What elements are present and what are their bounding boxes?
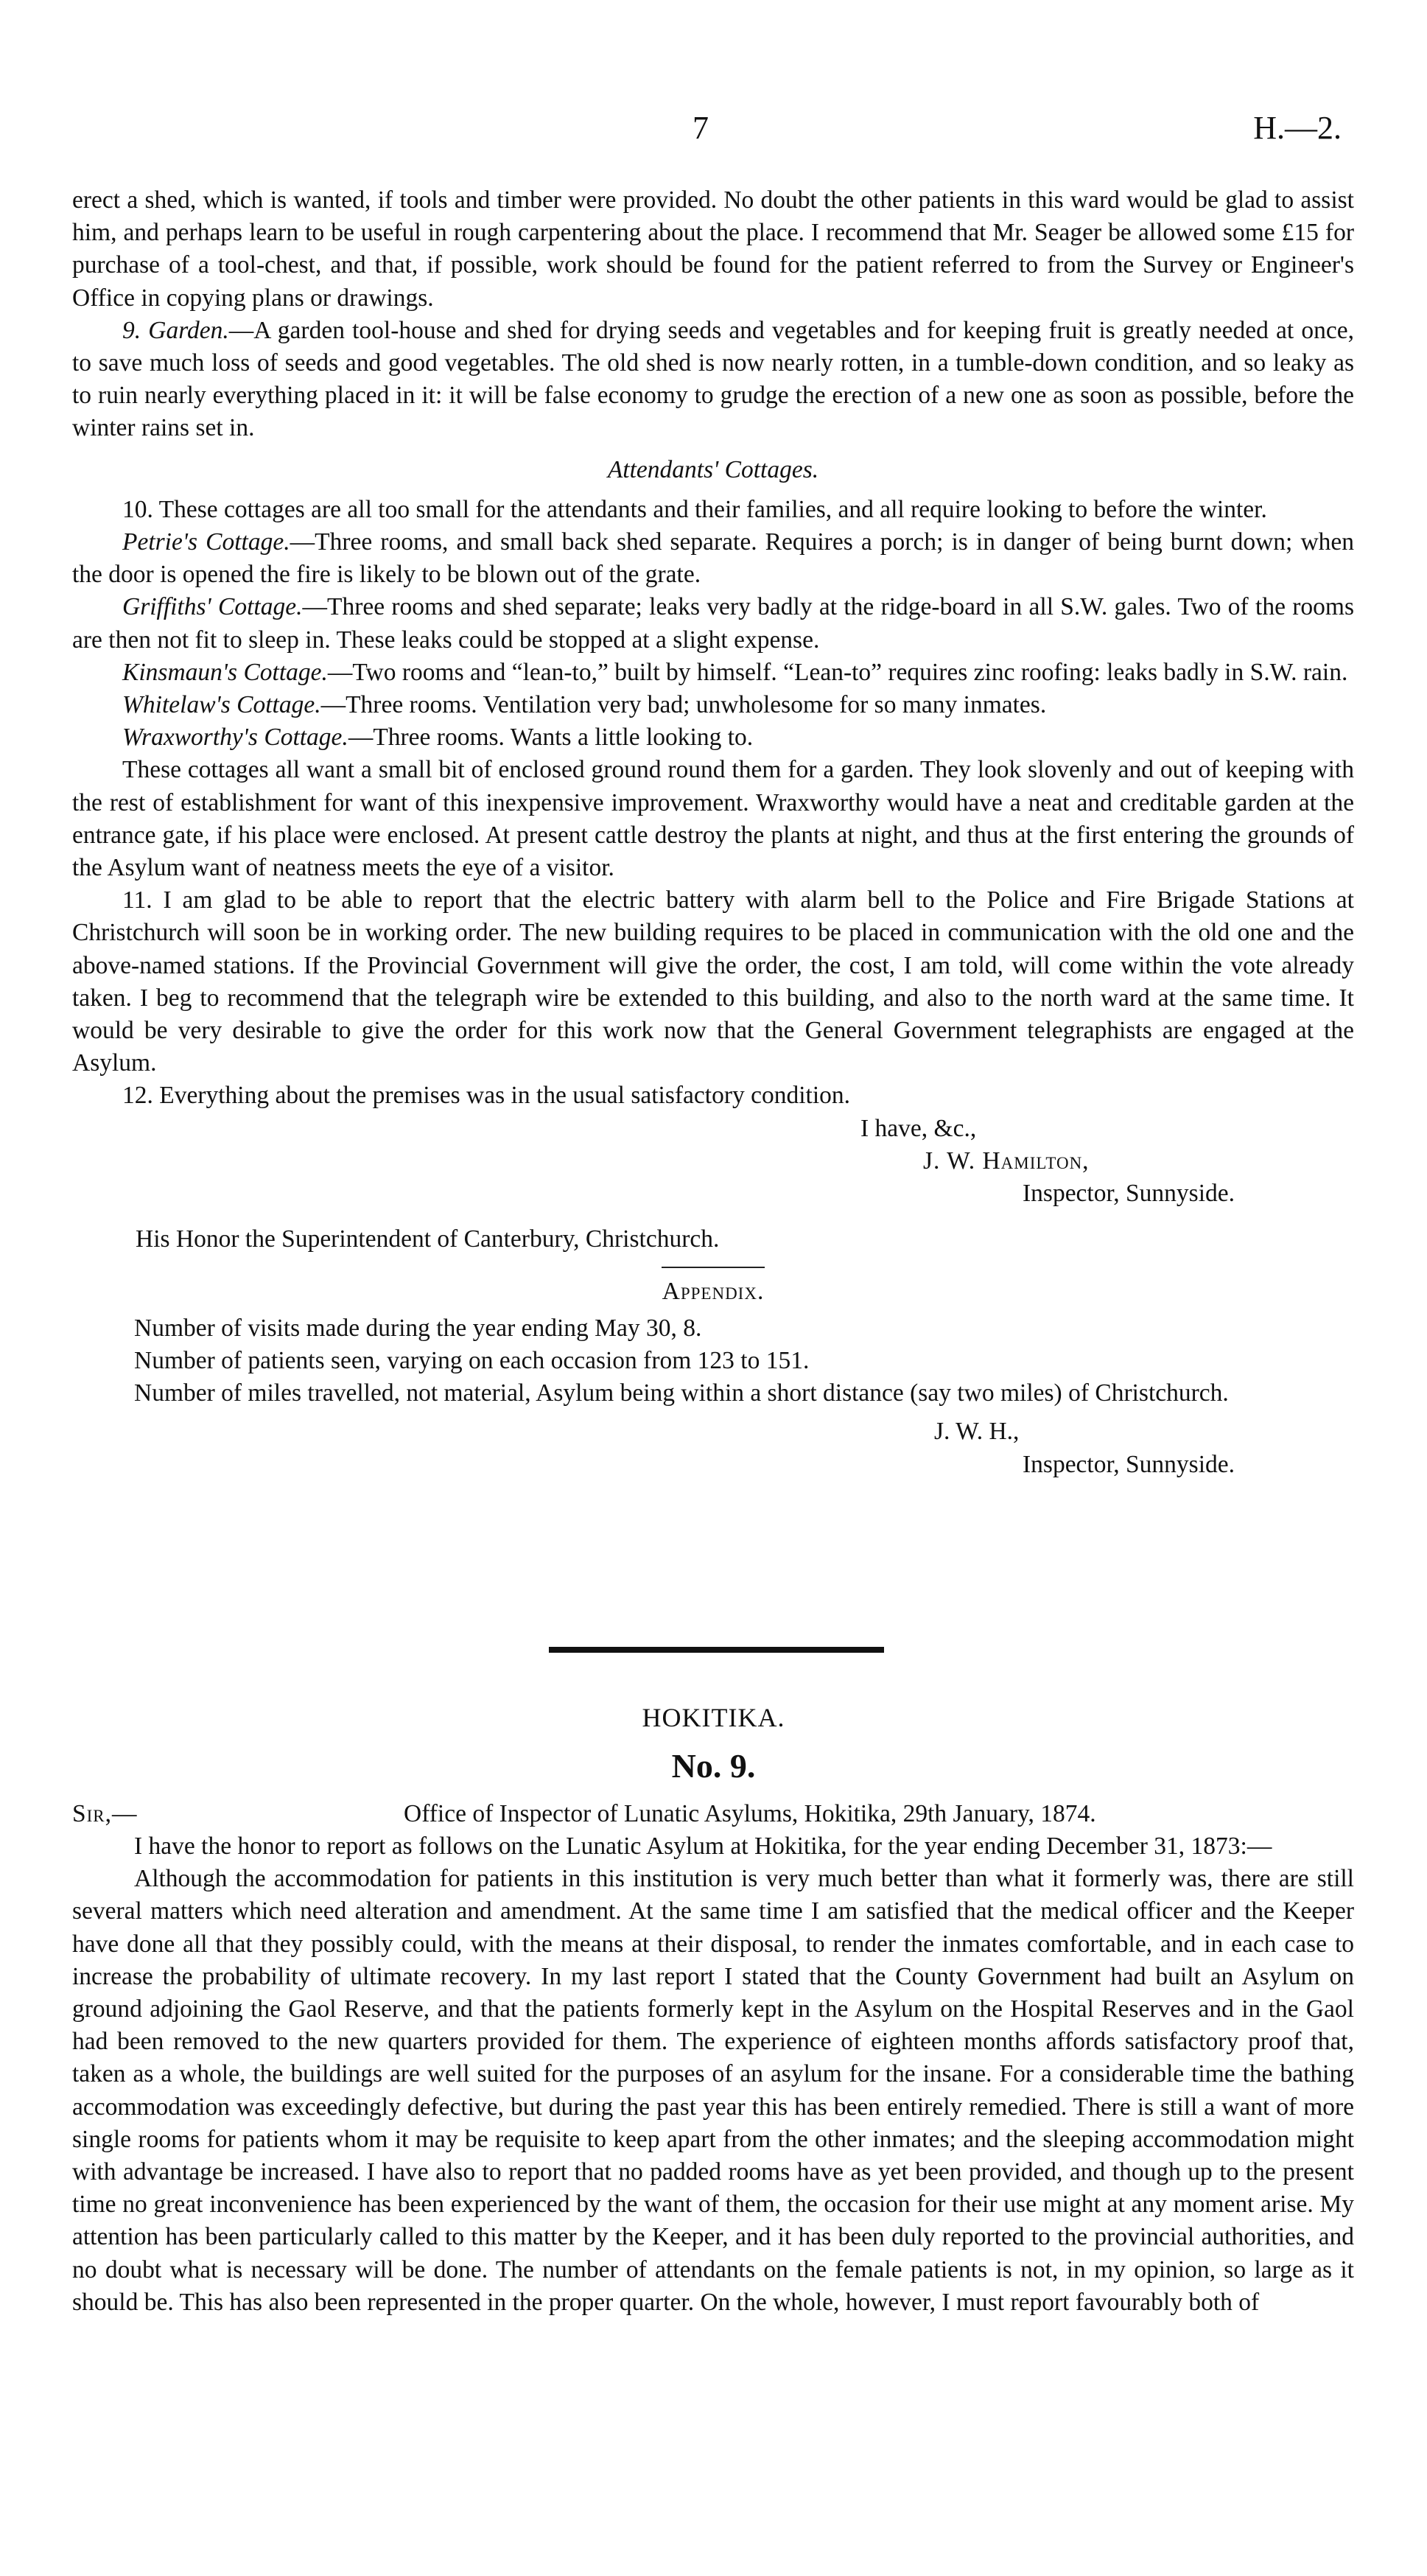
griffiths-cottage <box>72 591 1354 656</box>
appendix-line-3: Number of miles travelled, not material, Asylum being within a short distance (say two miles) of Christchurch. <box>134 1379 1229 1407</box>
kinsmaun-text: —Two rooms and “lean-to,” built by himself. “Lean-to” requires zinc roofing: leaks badly in S.W. rain. <box>327 658 1348 686</box>
hokitika-report <box>72 1798 1354 2319</box>
item-12-paragraph: 12. Everything about the premises was in the usual satisfactory condition. <box>122 1082 851 1110</box>
section-divider <box>549 1647 884 1653</box>
item-9-label: 9. Garden. <box>122 316 229 344</box>
signature-title: Inspector, Sunnyside. <box>1023 1180 1235 1208</box>
hokitika-title: HOKITIKA. <box>642 1703 785 1732</box>
closing: I have, &c., <box>860 1114 977 1142</box>
continuation-paragraph: erect a shed, which is wanted, if tools and timber were provided. No doubt the other patients in this ward would be glad to assist him, and perhaps learn to be useful in rough carpentering about the place. I recommend that Mr. Seager be allowed some £15 for purchase of a tool-chest, and that, if possible, work should be found for the patient referred to from the Survey or Engineer's Office in copying plans or drawings. <box>72 186 1354 312</box>
item-10-paragraph: 10. These cottages are all too small for the attendants and their families, and all require looking to before the winter. <box>122 495 1267 523</box>
appendix-heading: Appendix. <box>662 1277 765 1305</box>
petrie-cottage <box>72 526 1354 591</box>
kinsmaun-cottage <box>72 657 1354 689</box>
item-9-text: —A garden tool-house and shed for drying seeds and vegetables and for keeping fruit is greatly needed at once, to save much loss of seeds and good vegetables. The old shed is now nearly rotten, in a tumble-down condition, and so leaky as to ruin nearly everything placed in it: it will be false economy to grudge the erection of a new one as soon as possible, before the winter rains set in. <box>72 316 1355 442</box>
whitelaw-cottage <box>72 689 1354 721</box>
dateline: Office of Inspector of Lunatic Asylums, Hokitika, 29th January, 1874. <box>404 1800 1096 1827</box>
petrie-label: Petrie's Cottage. <box>122 528 290 556</box>
appendix-line-1: Number of visits made during the year ending May 30, 8. <box>134 1314 702 1342</box>
wraxworthy-text: —Three rooms. Wants a little looking to. <box>348 724 754 752</box>
divider-short <box>662 1267 765 1268</box>
canterbury-report <box>72 184 1354 1481</box>
body-paragraph: Although the accommodation for patients in this institution is very much better than what it formerly was, there are still several matters which need alteration and amendment. At the same time I am satisfied that the medical officer and the Keeper have done all that they possibly could, with the means at their disposal, to render the inmates comfortable, and in each case to increase the probability of ultimate recovery. In my last report I stated that the County Government had built an Asylum on ground adjoining the Gaol Reserve, and that the patients formerly kept in the Asylum on the Hospital Reserves and in the Gaol had been removed to the new quarters provided for them. The experience of eighteen months affords satisfactory proof that, taken as a whole, the buildings are well suited for the purposes of an asylum for the insane. For a considerable time the bathing accommodation was exceedingly defective, but during the past year this has been entirely remedied. There is still a want of more single rooms for patients whom it may be requisite to keep apart from the other inmates; and the sleeping accommodation might with advantage be increased. I have also to report that no padded rooms have as yet been provided, and though up to the present time no great inconvenience has been experienced by the want of them, the occasion for their use might at any moment arise. My attention has been particularly called to this matter by the Keeper, and it has been duly reported to the provincial authorities, and no doubt what is necessary will be done. The number of attendants on the female patients is not, in my opinion, so large as it should be. This has also been represented in the proper quarter. On the whole, however, I must report favourably both of <box>72 1865 1354 2316</box>
item-11-paragraph: 11. I am glad to be able to report that the electric battery with alarm bell to the Police and Fire Brigade Stations at Christchurch will soon be in working order. The new building requires to be placed in communication with the old one and the above-named stations. If the Provincial Government will give the order, the cost, I am told, will come within the vote already taken. I beg to recommend that the telegraph wire be extended to this building, and also to the north ward at the same time. It would be very desirable to give the order for this work now that the General Government telegraphists are engaged at the Asylum. <box>72 886 1354 1077</box>
appendix-line-2: Number of patients seen, varying on each occasion from 123 to 151. <box>134 1346 810 1374</box>
griffiths-text: —Three rooms and shed separate; leaks very badly at the ridge-board in all S.W. gales. Two of the rooms are then not fit to sleep in. These leaks could be stopped at a slight expense. <box>72 593 1355 654</box>
intro-paragraph: I have the honor to report as follows on the Lunatic Asylum at Hokitika, for the year ending December 31, 1873:— <box>134 1833 1272 1860</box>
item-9-paragraph <box>72 315 1354 445</box>
page-number: 7 <box>693 110 709 146</box>
cottages-heading: Attendants' Cottages. <box>607 455 819 483</box>
salutation-line <box>72 1798 1354 1830</box>
appendix-initials: J. W. H., <box>934 1418 1020 1446</box>
whitelaw-text: —Three rooms. Ventilation very bad; unwholesome for so many inmates. <box>320 691 1047 719</box>
report-number: No. 9. <box>671 1747 756 1785</box>
wraxworthy-label: Wraxworthy's Cottage. <box>122 724 348 752</box>
griffiths-label: Griffiths' Cottage. <box>122 593 303 621</box>
signature-name-text: J. W. Hamilton, <box>923 1147 1090 1175</box>
petrie-text: —Three rooms, and small back shed separate. Requires a porch; is in danger of being burnt down; when the door is opened the fire is likely to be blown out of the grate. <box>72 528 1355 589</box>
signature-name <box>72 1145 1354 1177</box>
whitelaw-label: Whitelaw's Cottage. <box>122 691 321 719</box>
appendix-title: Inspector, Sunnyside. <box>1023 1450 1235 1478</box>
wraxworthy-cottage <box>72 721 1354 754</box>
document-reference: H.—2. <box>1253 110 1342 146</box>
salutation: Sir,— <box>72 1800 138 1827</box>
addressee: His Honor the Superintendent of Canterbury, Christchurch. <box>136 1225 720 1253</box>
gardens-paragraph: These cottages all want a small bit of enclosed ground round them for a garden. They look slovenly and out of keeping with the rest of establishment for want of this inexpensive improvement. Wraxworthy would have a neat and creditable garden at the entrance gate, if his place were enclosed. At present cattle destroy the plants at night, and thus at the first entering the grounds of the Asylum want of neatness meets the eye of a visitor. <box>72 756 1354 882</box>
kinsmaun-label: Kinsmaun's Cottage. <box>122 658 328 686</box>
